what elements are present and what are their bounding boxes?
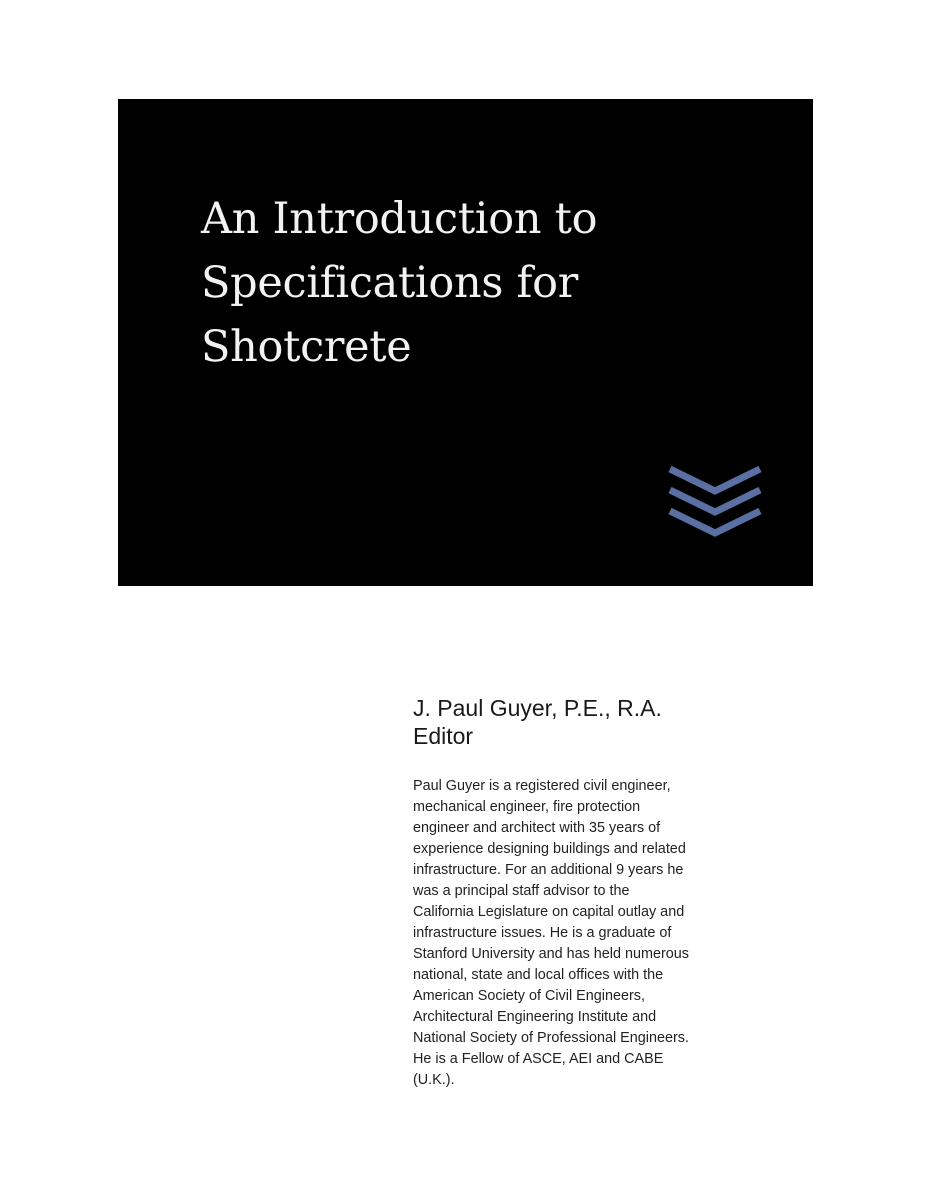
bio-line: Architectural Engineering Institute and [413,1009,657,1025]
bio-line: He is a Fellow of ASCE, AEI and CABE [413,1051,664,1067]
bio-line: engineer and architect with 35 years of [413,820,661,836]
author-name: J. Paul Guyer, P.E., R.A. [413,695,662,721]
book-title [201,187,761,379]
author-block [413,694,813,1091]
author-role: Editor [413,723,474,749]
bio-line: mechanical engineer, fire protection [413,799,641,815]
cover-title-panel [118,99,813,586]
triple-chevron-down-icon [668,463,762,541]
bio-line: was a principal staff advisor to the [413,883,630,899]
bio-line: Stanford University and has held numerous [413,946,689,962]
bio-line: experience designing buildings and related [413,841,686,857]
bio-line: national, state and local offices with the [413,967,664,983]
bio-line: (U.K.). [413,1072,455,1088]
bio-line: National Society of Professional Engineers. [413,1030,689,1046]
book-title-line-1: An Introduction to [201,194,598,244]
book-title-line-2: Specifications for [201,258,578,308]
bio-line: infrastructure issues. He is a graduate of [413,925,672,941]
book-title-line-3: Shotcrete [201,322,412,372]
author-bio [413,776,793,1091]
bio-line: California Legislature on capital outlay and [413,904,685,920]
bio-line: Paul Guyer is a registered civil engineer, [413,778,671,794]
bio-line: American Society of Civil Engineers, [413,988,645,1004]
bio-line: infrastructure. For an additional 9 years he [413,862,684,878]
